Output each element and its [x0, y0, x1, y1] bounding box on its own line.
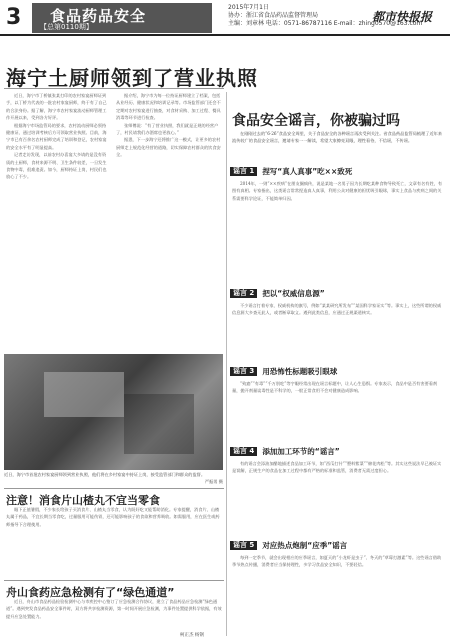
main-article-col2 [116, 92, 222, 350]
rumor-section-3-heading [230, 366, 446, 376]
main-paragraph: 据介绍，海宁市为每一位持证厨师建立了档案，包括从业经历、健康状况和培训记录等。市场监管部门还会不定期对农村家宴进行抽查，对食材采购、加工过程、餐具消毒等环节进行检查。 [116, 93, 221, 121]
rumor-tag: 谣言 3 [230, 367, 257, 376]
rumor-title: 把以“权威信息源” [262, 288, 325, 298]
rumor-section-5-body [232, 554, 444, 636]
rumor-intro [232, 130, 444, 166]
column-divider [226, 92, 227, 636]
headline-rule [4, 88, 224, 89]
rumor-section-2-body [232, 302, 444, 362]
section-banner [32, 3, 212, 33]
rumor-title: 捏写“真人真事”吃××致死 [262, 166, 353, 176]
rumor-section-5-heading [230, 540, 446, 550]
main-paragraph: 根据海宁市场监管局的要求，农村流动厨师必须持健康证、通过培训考核后方可领取营业执照。目前，海宁市已有百余名农村厨师完成了培训和登记，农村家宴的安全水平有了明显提高。 [6, 122, 107, 150]
photo-caption [4, 472, 223, 485]
news-photo [4, 354, 223, 470]
rumor-section-2-heading [230, 288, 446, 298]
rumor-headline: 食品安全谣言，你被骗过吗 [232, 113, 400, 129]
section-issue: 【总第0110期】 [40, 23, 93, 31]
notice-body [6, 506, 222, 578]
rumor-tag: 谣言 5 [230, 541, 257, 550]
header-contact: 主编：刘章林 电话：0571-86787116 E-mail：zhing0570@163.com [228, 20, 423, 27]
main-paragraph: 记者走访发现，以前农村办喜宴大多请的是没有资质的土厨师，食材来源不明、卫生条件较差，一旦发生食物中毒，很难追责。如今，厨师持证上岗，村民们也放心了不少。 [6, 152, 107, 180]
main-paragraph: 近日，海宁市丁桥镇张某打印的农村家宴厨师证到手，以丁桥为代表的一批农村家宴厨师，终于有了自己的合法身份。据了解，海宁市农村家宴流动厨师管理工作开展以来，受到各方好评。 [6, 93, 107, 121]
page-number: 3 [6, 5, 22, 30]
header-date: 2015年7月1日 [228, 4, 269, 11]
notice-paragraph: 眼下正值暑假，不少家长给孩子买消食片、山楂丸当零食，认为既好吃又能帮助消化。专家提醒，消食片、山楂丸属于药品，不宜长期当零食吃，过量服用可能伤胃，还可能影响孩子的食欲和营养吸收。如需服用，应在医生或药师指导下合理使用。 [6, 507, 220, 527]
main-paragraph: 据悉，下一步海宁还将推广这一模式，让更多的农村厨师走上规范化经营的道路，切实保障农村群众的饮食安全。 [116, 137, 221, 158]
rumor-text: 不少谣言打着专家、权威机构的旗号，例如“某某研究所发布”“某国科学家证实”等。事实上，这些所谓的权威信息源大多查无此人，或者断章取义。遇到此类信息，应通过正规渠道核实。 [232, 303, 442, 316]
section-title: 食品药品安全 [50, 7, 147, 25]
main-headline: 海宁土厨师领到了营业执照 [6, 66, 258, 90]
masthead-logo: 都市快报报 [372, 10, 433, 24]
rumor-section-3-body [232, 380, 444, 442]
rumor-text: 有的谣言会添油加醋地描述食品加工环节，如“西瓜打针”“塑料紫菜”“棉花肉松”等。其实这些说法早已被证实是误解，正规生产的食品在加工过程中都有严格的标准和监管，消费者无需过度担心。 [232, 461, 442, 474]
zhoushan-body [6, 598, 222, 636]
photo-caption-text: 近日，海宁市首批农村家宴厨师领到营业执照，他们将在乡村家宴中持证上岗，接受监管部门和群众的监督。 [4, 472, 206, 477]
rumor-section-4-body [232, 460, 444, 536]
rumor-intro-text: 在刚刚过去的“6·26”食品安全周里，关于食品安全的各种谣言再次受到关注。省食品药品监管局梳理了近年来流传较广的食品安全谣言，邀请专家一一解读，希望大家擦亮双眼，理性看待，不信谣，不传谣。 [232, 131, 443, 144]
rumor-tag: 谣言 4 [230, 447, 257, 456]
section-divider [4, 488, 224, 489]
zhoushan-paragraph: 近日，舟山市食品药品检验检测中心与市疾控中心签订了应急检测合作协议，建立了食品药品应急检测“绿色通道”。遇到突发食品药品安全事件时，双方将共享检测资源，第一时间开展应急检测，为事件处置提供科学依据，有效提升应急处置能力。 [6, 599, 222, 619]
zhoushan-headline: 舟山食药应急检测有了“绿色通道” [6, 586, 175, 599]
rumor-text: 每到一定季节，就会出现相应的应季谣言，如夏天的“小龙虾是虫子”、冬天的“草莓打激素”等。这些谣言借助季节热点传播，消费者应当保持理性，多学习食品安全知识，不要轻信。 [232, 555, 442, 568]
rumor-section-4-heading [230, 446, 446, 456]
notice-headline: 注意！消食片山楂丸不宜当零食 [6, 494, 160, 507]
rumor-title: 用恐怖性标题吸引眼球 [262, 366, 338, 376]
photo-byline: 严振男 摄 [204, 478, 223, 484]
rumor-tag: 谣言 2 [230, 289, 257, 298]
rumor-tag: 谣言 1 [230, 167, 257, 176]
rumor-section-1-body [232, 180, 444, 282]
header-editor: 协办：浙江省食品药品监督管理局 [228, 12, 319, 19]
rumor-section-1-heading [230, 166, 446, 176]
zhoushan-byline: 柯正杰 杨钢 [180, 633, 204, 638]
rumor-text: “致癌”“有毒”“千万别吃”等字眼经常出现在谣言标题中，让人心生恐惧。专家表示，食品中是否有害要看剂量，抛开剂量谈毒性是不科学的，一般正常食用不会对健康造成影响。 [232, 381, 438, 394]
section-divider [4, 580, 224, 581]
rumor-text: 2014年，一则“××疾病”在朋友圈疯传，说是某地一名男子因为长期吃某种食物导致死亡，文章有名有姓，有图有真相。专家指出，这类谣言常常捏造真人真事，利用公众对健康的担忧吸引眼球，事实上食品与疾病之间的关系需要科学论证，不能简单归因。 [232, 181, 443, 201]
rumor-title: 对应热点炮制“应季”谣言 [262, 540, 348, 550]
main-paragraph: 张师傅说：“有了营业执照，我们就是正规的经营户了，村民请我们办酒席也更放心。” [116, 122, 219, 136]
rumor-title: 添加加工环节的“谣言” [262, 446, 340, 456]
page-header [0, 0, 450, 36]
main-article-col1 [6, 92, 110, 350]
